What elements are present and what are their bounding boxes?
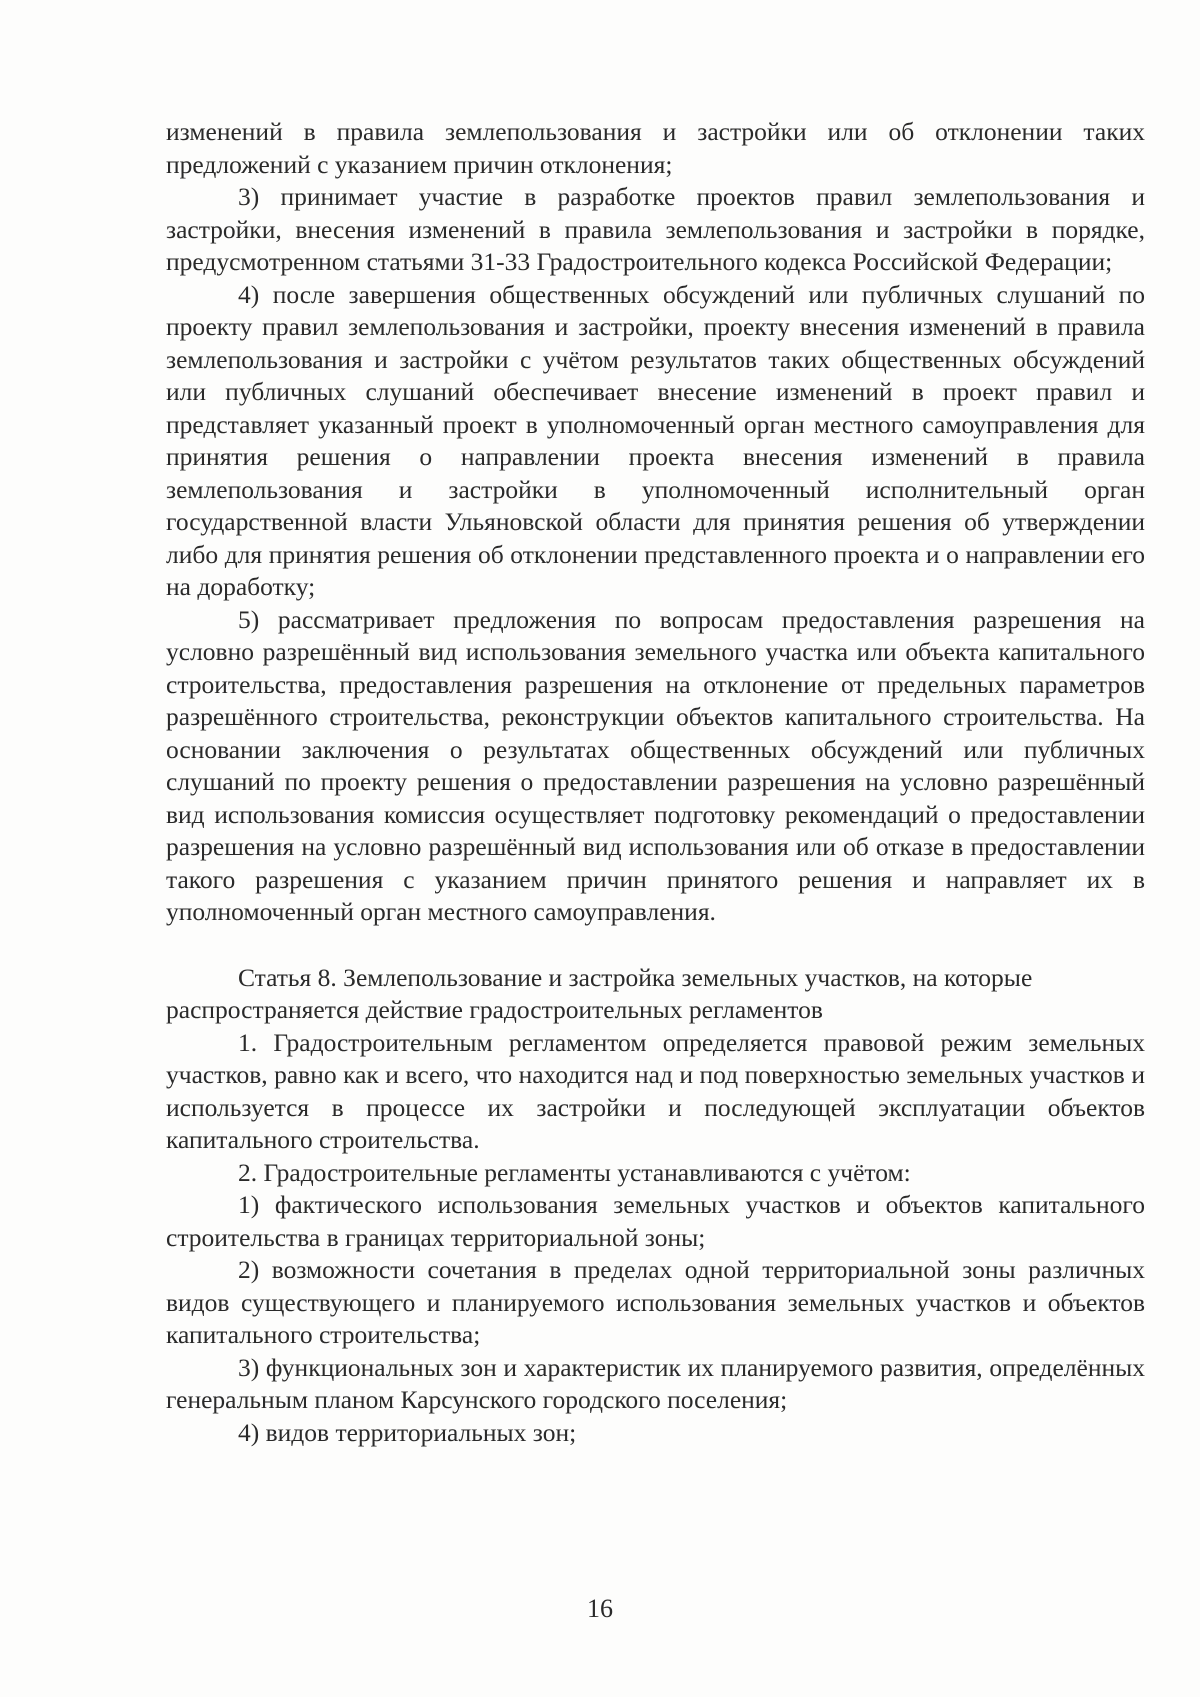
article-heading: Статья 8. Землепользование и застройка земельных участков, на которые распространяется действие градостроительных регламентов (166, 962, 1033, 1024)
paragraph-item-4: 4) после завершения общественных обсуждений или публичных слушаний по проекту правил землепользования и застройки, проекту внесения изменений в правила землепользования и застройки с учётом результатов таких общественных обсуждений или публичных слушаний обеспечивает внесение изменений в проект правил и представляет указанный проект в уполномоченный орган местного самоуправления для принятия решения о направлении проекта внесения изменений в правила землепользования и застройки в уполномоченный исполнительный орган государственной власти Ульяновской области для принятия решения об утверждении либо для принятия решения об отклонении представленного проекта и о направлении его на доработку; (166, 279, 1145, 601)
paragraph-item-5: 5) рассматривает предложения по вопросам предоставления разрешения на условно разрешённый вид использования земельного участка или объекта капитального строительства, предоставления разрешения на отклонение от предельных параметров разрешённого строительства, реконструкции объектов капитального строительства. На основании заключения о результатах общественных обсуждений или публичных слушаний по проекту решения о предоставлении разрешения на условно разрешённый вид использования комиссия осуществляет подготовку рекомендаций о предоставлении разрешения на условно разрешённый вид использования или об отказе в предоставлении такого разрешения с указанием причин принятого решения и направляет их в уполномоченный орган местного самоуправления. (166, 604, 1145, 926)
paragraph-continuation: изменений в правила землепользования и застройки или об отклонении таких предложений с указанием причин отклонения; (166, 117, 1145, 179)
paragraph-subitem-1: 1) фактического использования земельных участков и объектов капитального строительства в границах территориальной зоны; (166, 1190, 1145, 1252)
paragraph-clause-1: 1. Градостроительным регламентом определяется правовой режим земельных участков, равно как и всего, что находится над и под поверхностью земельных участков и используется в процессе их застройки и последующей эксплуатации объектов капитального строительства. (166, 1027, 1145, 1154)
paragraph-subitem-4: 4) видов территориальных зон; (238, 1417, 577, 1447)
document-body (166, 116, 1145, 1449)
paragraph-item-3: 3) принимает участие в разработке проектов правил землепользования и застройки, внесения изменений в правила землепользования и застройки в порядке, предусмотренном статьями 31-33 Градостроительного кодекса Российской Федерации; (166, 182, 1145, 276)
paragraph-subitem-3: 3) функциональных зон и характеристик их планируемого развития, определённых генеральным планом Карсунского городского поселения; (166, 1352, 1145, 1414)
paragraph-subitem-2: 2) возможности сочетания в пределах одной территориальной зоны различных видов существующего и планируемого использования земельных участков и объектов капитального строительства; (166, 1255, 1145, 1349)
page-number: 16 (587, 1594, 613, 1623)
paragraph-clause-2: 2. Градостроительные регламенты устанавливаются с учётом: (238, 1157, 911, 1187)
